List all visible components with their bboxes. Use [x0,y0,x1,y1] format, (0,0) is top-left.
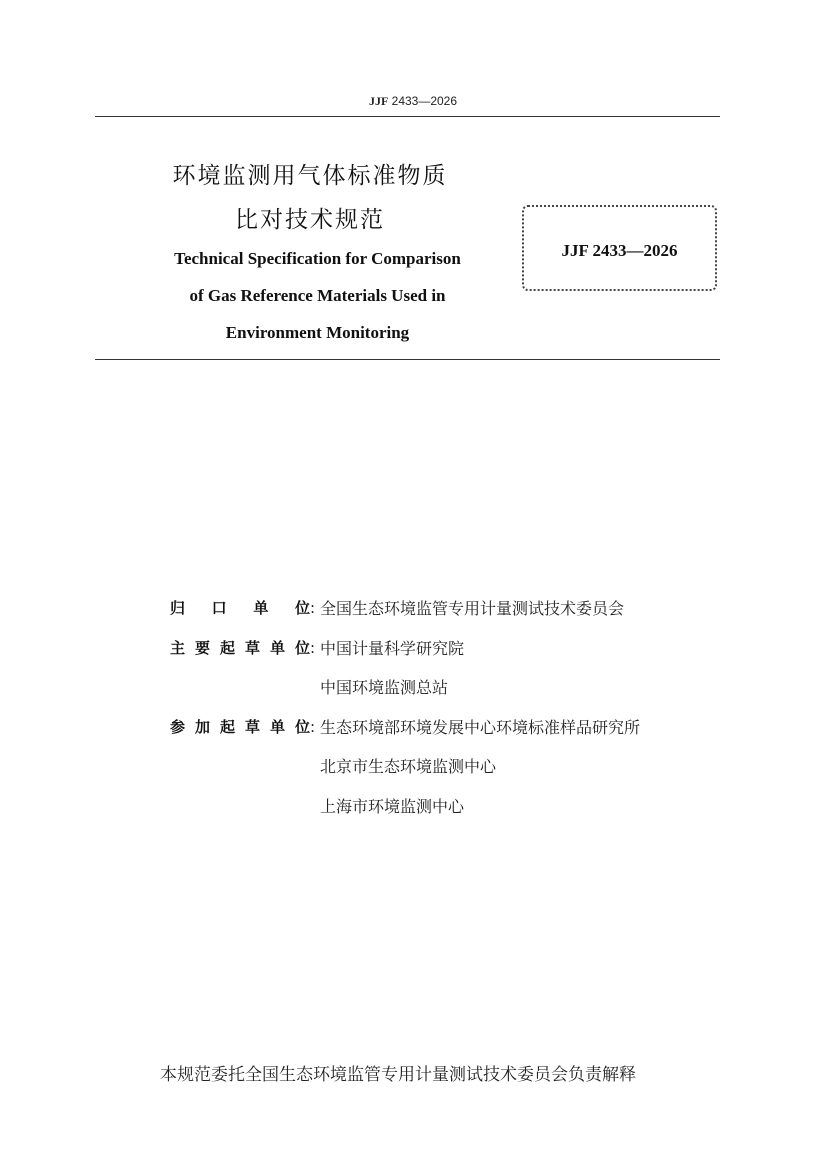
participating-row [170,708,640,748]
owner-label: 归口单位 [170,599,310,617]
main-drafter-2: 中国环境监测总站 [320,678,449,697]
owner-row [170,589,640,629]
bottom-divider [95,359,720,360]
participating-label: 参加起草单位 [170,717,310,736]
interpretation-footer: 本规范委托全国生态环境监管专用计量测试技术委员会负责解释 [160,1065,636,1085]
title-en-line2: of Gas Reference Materials Used in [189,286,446,305]
owner-colon: : [310,599,316,617]
participating-colon: : [310,717,316,736]
owner-value: 全国生态环境监管专用计量测试技术委员会 [320,599,625,618]
header-standard-code [0,94,826,109]
main-drafter-1: 中国计量科学研究院 [320,638,465,658]
main-drafter-colon: : [310,638,316,657]
title-cn-line1: 环境监测用气体标准物质 [172,163,448,189]
participating-row-3 [170,787,640,827]
drafting-info [170,589,640,826]
participating-drafter-3: 上海市环境监测中心 [320,796,465,816]
main-drafter-row [170,629,640,669]
title-cn-line2: 比对技术规范 [235,207,385,233]
standard-code-text: JJF 2433—2026 [561,241,678,260]
header-code-prefix: JJF [368,94,389,108]
title-en-line3: Environment Monitoring [225,323,410,342]
participating-drafter-2: 北京市生态环境监测中心 [320,757,497,776]
header-code-number: 2433—2026 [391,94,458,108]
title-en-line1: Technical Specification for Comparison [174,249,461,268]
participating-drafter-1: 生态环境部环境发展中心环境标准样品研究所 [320,717,641,737]
standard-code-box [522,205,717,291]
top-divider [95,116,720,117]
main-drafter-row-2 [170,668,640,708]
participating-row-2 [170,747,640,787]
main-drafter-label: 主要起草单位 [170,638,310,657]
